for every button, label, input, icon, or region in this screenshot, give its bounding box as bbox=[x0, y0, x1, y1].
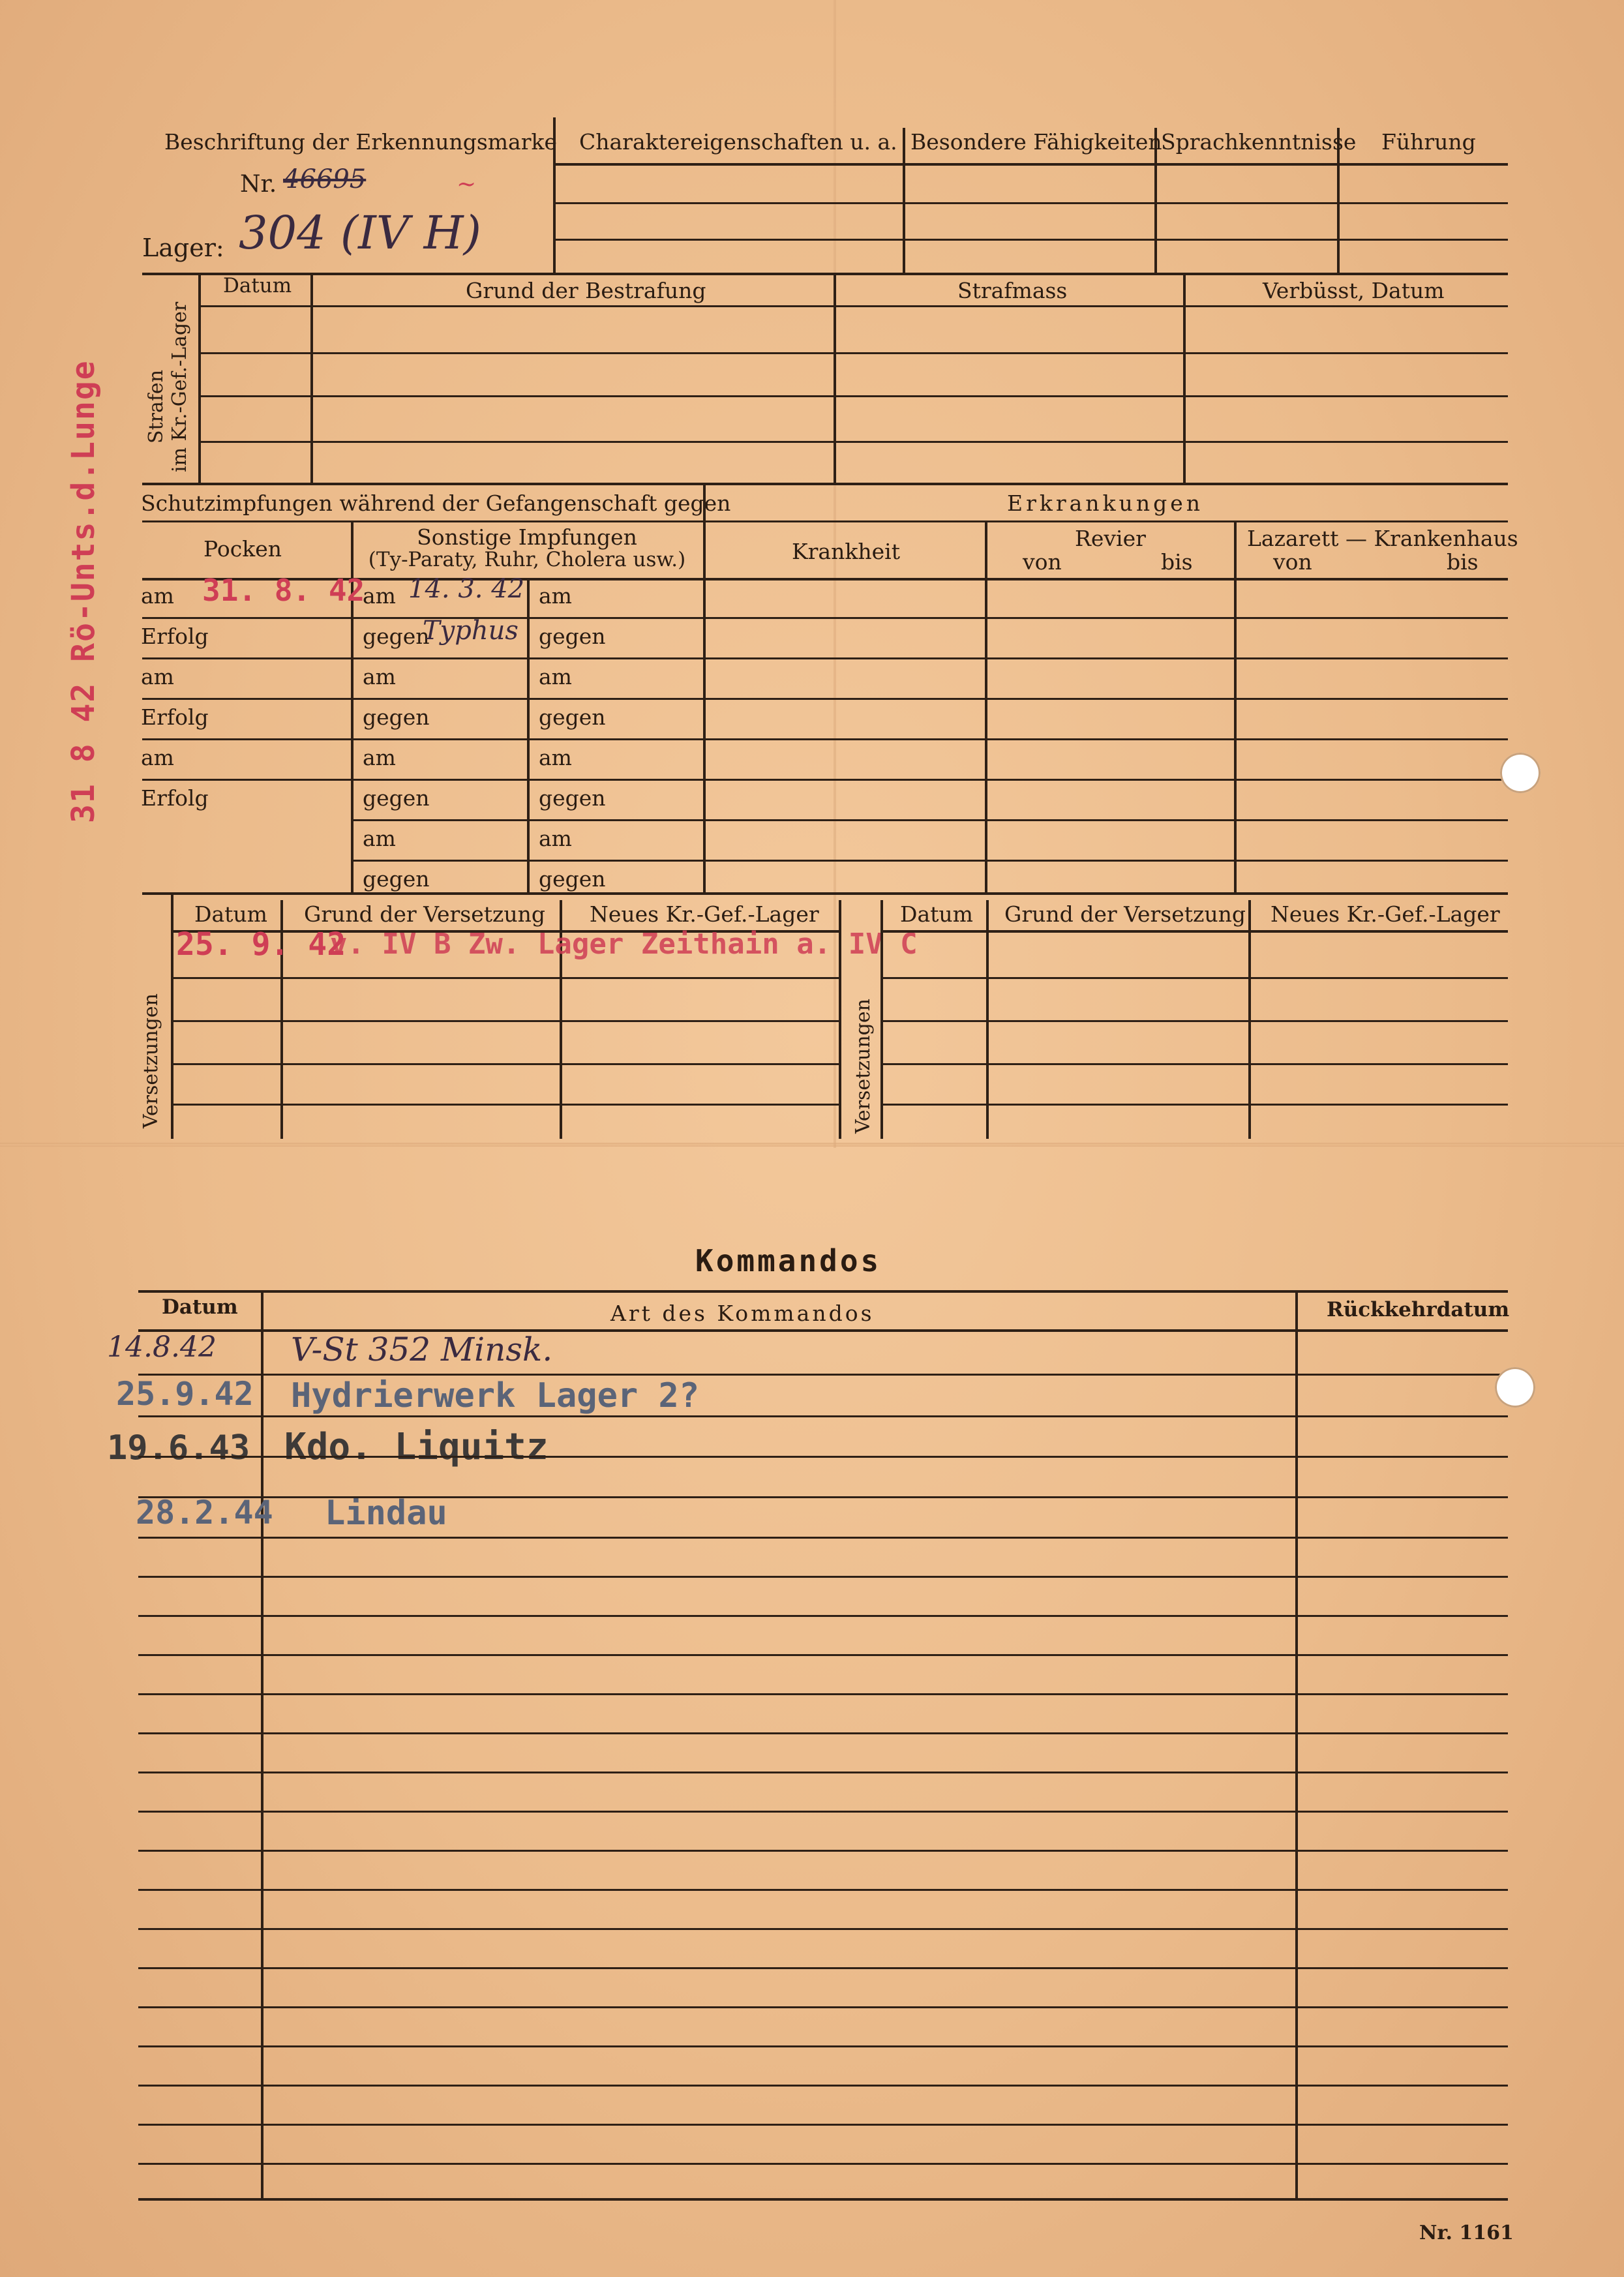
rule bbox=[138, 1615, 1508, 1617]
rule bbox=[706, 617, 1508, 619]
rule bbox=[138, 1928, 1508, 1930]
sonstige-gegen-2: gegen bbox=[363, 704, 430, 730]
rule bbox=[173, 1020, 839, 1022]
versetzungen-label-right: Versetzungen bbox=[852, 999, 875, 1134]
divider bbox=[1183, 273, 1186, 483]
rule bbox=[556, 202, 1508, 204]
kommandos-col-rueckkehr: Rückkehrdatum bbox=[1327, 1298, 1510, 1321]
strafen-col-strafmass: Strafmass bbox=[957, 278, 1068, 303]
rule bbox=[706, 779, 1508, 781]
rule bbox=[142, 483, 1508, 485]
col-faehigkeiten: Besondere Fähigkeiten bbox=[910, 129, 1162, 155]
col-charakter: Charaktereigenschaften u. a. bbox=[579, 129, 897, 155]
rule bbox=[142, 779, 703, 781]
vertical-fold bbox=[834, 0, 836, 1148]
kommando-text-1: V-St 352 Minsk. bbox=[291, 1331, 553, 1368]
side-stamp: 31 8 42 Rö-Unts.d.Lunge bbox=[65, 359, 102, 823]
kommando-text-3: Kdo. Liquitz bbox=[284, 1426, 549, 1468]
rule bbox=[556, 239, 1508, 241]
rule bbox=[706, 698, 1508, 700]
punch-hole bbox=[1500, 753, 1541, 793]
divider bbox=[261, 1290, 263, 2199]
lager-label: Lager: bbox=[142, 234, 224, 262]
sonstige2-am-1: am bbox=[539, 583, 572, 609]
rule bbox=[706, 657, 1508, 659]
sonstige2-gegen-2: gegen bbox=[539, 704, 606, 730]
divider bbox=[703, 485, 706, 894]
versetzung2-col-datum: Datum bbox=[900, 901, 973, 927]
rule bbox=[352, 819, 703, 821]
rule bbox=[142, 892, 1508, 895]
strafen-label-1: Strafen bbox=[145, 369, 168, 444]
sonstige-header-2: (Ty-Paraty, Ruhr, Cholera usw.) bbox=[368, 548, 686, 571]
strafen-col-grund: Grund der Bestrafung bbox=[466, 278, 706, 303]
lager-value: 304 (IV H) bbox=[239, 206, 481, 260]
kommandos-col-datum: Datum bbox=[162, 1295, 238, 1319]
kommando-date-2: 25.9.42 bbox=[116, 1375, 254, 1413]
red-mark: ~ bbox=[457, 171, 477, 198]
sonstige-header-1: Sonstige Impfungen bbox=[417, 524, 637, 550]
krankheit-header: Krankheit bbox=[792, 539, 900, 564]
rule bbox=[201, 395, 1508, 397]
rule bbox=[138, 1732, 1508, 1734]
rule bbox=[138, 1415, 1508, 1417]
sonstige2-gegen-3: gegen bbox=[539, 785, 606, 811]
sonstige2-gegen-4: gegen bbox=[539, 866, 606, 892]
rule bbox=[138, 1811, 1508, 1813]
divider bbox=[834, 273, 836, 483]
rule bbox=[138, 2198, 1508, 2201]
pocken-am-3: am bbox=[141, 745, 174, 770]
rule bbox=[142, 520, 1508, 522]
rule bbox=[142, 657, 703, 659]
pocken-erfolg-3: Erfolg bbox=[141, 785, 209, 811]
rule bbox=[138, 2085, 1508, 2087]
horizontal-fold bbox=[0, 1143, 1624, 1147]
kommando-date-3: 19.6.43 bbox=[107, 1428, 250, 1468]
rule bbox=[173, 1104, 839, 1106]
rule bbox=[142, 738, 703, 740]
sonstige2-am-2: am bbox=[539, 664, 572, 689]
pocken-am-2: am bbox=[141, 664, 174, 689]
rule bbox=[706, 738, 1508, 740]
strafen-col-datum: Datum bbox=[223, 274, 292, 297]
kommando-date-4: 28.2.44 bbox=[136, 1494, 273, 1531]
sonstige-gegen-3: gegen bbox=[363, 785, 430, 811]
strafen-label-2: im Kr.-Gef.-Lager bbox=[168, 301, 191, 472]
versetzung-col-datum: Datum bbox=[194, 901, 267, 927]
sonstige-date: 14. 3. 42 bbox=[408, 574, 525, 604]
kommandos-col-art: Art des Kommandos bbox=[610, 1301, 875, 1326]
rule bbox=[173, 977, 839, 979]
rule bbox=[142, 698, 703, 700]
rule bbox=[883, 1063, 1508, 1065]
pocken-am-1: am bbox=[141, 583, 174, 609]
kommandos-title: Kommandos bbox=[695, 1243, 882, 1278]
divider bbox=[198, 273, 201, 483]
punch-hole bbox=[1495, 1367, 1535, 1408]
rule bbox=[883, 930, 1508, 933]
sonstige2-gegen-1: gegen bbox=[539, 624, 606, 649]
divider bbox=[553, 117, 556, 274]
divider bbox=[527, 578, 530, 894]
rule bbox=[556, 163, 1508, 166]
rule bbox=[201, 305, 1508, 307]
sonstige-gegen-value: Typhus bbox=[423, 616, 519, 646]
rule bbox=[138, 1850, 1508, 1852]
nr-label: Nr. bbox=[240, 171, 277, 198]
rule bbox=[138, 1967, 1508, 1969]
pocken-erfolg-2: Erfolg bbox=[141, 704, 209, 730]
col-fuehrung: Führung bbox=[1381, 129, 1476, 155]
rule bbox=[138, 1576, 1508, 1578]
rule bbox=[138, 1889, 1508, 1891]
pocken-erfolg-1: Erfolg bbox=[141, 624, 209, 649]
versetzung-entry-date: 25. 9. 42 bbox=[176, 926, 346, 963]
rule bbox=[138, 1374, 1508, 1376]
versetzung-col-neues: Neues Kr.-Gef.-Lager bbox=[590, 901, 819, 927]
rule bbox=[138, 2124, 1508, 2126]
pocken-header: Pocken bbox=[203, 536, 282, 562]
versetzung2-col-neues: Neues Kr.-Gef.-Lager bbox=[1271, 901, 1500, 927]
sonstige-gegen-1: gegen bbox=[363, 624, 430, 649]
lazarett-header: Lazarett — Krankenhaus bbox=[1247, 526, 1518, 551]
rule bbox=[138, 2163, 1508, 2165]
schutzimpfungen-heading: Schutzimpfungen während der Gefangenschaft gegen bbox=[141, 490, 731, 516]
pocken-date: 31. 8. 42 bbox=[202, 573, 365, 608]
rule bbox=[883, 1104, 1508, 1106]
sonstige2-am-4: am bbox=[539, 826, 572, 851]
erkrankungen-heading: Erkrankungen bbox=[1007, 490, 1203, 516]
kommando-text-4: Lindau bbox=[325, 1494, 447, 1533]
sonstige-am-2: am bbox=[363, 664, 396, 689]
kommando-date-1: 14.8.42 bbox=[107, 1331, 217, 1364]
rule bbox=[883, 1020, 1508, 1022]
revier-von: von bbox=[1023, 549, 1062, 575]
rule bbox=[138, 1537, 1508, 1539]
versetzung2-col-grund: Grund der Versetzung bbox=[1004, 901, 1246, 927]
versetzungen-label-left: Versetzungen bbox=[140, 993, 162, 1128]
strafen-col-verbuesst: Verbüsst, Datum bbox=[1263, 278, 1445, 303]
rule bbox=[138, 1693, 1508, 1695]
form-number: Nr. 1161 bbox=[1419, 2222, 1514, 2244]
sonstige-am-4: am bbox=[363, 826, 396, 851]
rule bbox=[138, 1456, 1508, 1458]
versetzung-entry-text: v. IV B Zw. Lager Zeithain a. IV C bbox=[330, 927, 918, 961]
rule bbox=[138, 2006, 1508, 2008]
rule bbox=[142, 273, 1508, 275]
rule bbox=[173, 1063, 839, 1065]
rule bbox=[138, 1496, 1508, 1498]
rule bbox=[138, 1772, 1508, 1773]
revier-bis: bis bbox=[1161, 549, 1193, 575]
sonstige-gegen-4: gegen bbox=[363, 866, 430, 892]
rule bbox=[201, 352, 1508, 354]
rule bbox=[706, 860, 1508, 862]
versetzung-col-grund: Grund der Versetzung bbox=[304, 901, 546, 927]
revier-header: Revier bbox=[1075, 526, 1146, 551]
sonstige2-am-3: am bbox=[539, 745, 572, 770]
rule bbox=[706, 819, 1508, 821]
kommando-text-2: Hydrierwerk Lager 2? bbox=[291, 1376, 700, 1415]
rule bbox=[352, 860, 703, 862]
divider bbox=[1295, 1290, 1298, 2199]
nr-value: 46695 bbox=[283, 164, 367, 194]
sonstige-am-3: am bbox=[363, 745, 396, 770]
divider bbox=[310, 273, 313, 483]
rule bbox=[138, 2045, 1508, 2047]
col-sprachkenntnisse: Sprachkenntnisse bbox=[1161, 129, 1357, 155]
rule bbox=[138, 1290, 1508, 1293]
rule bbox=[883, 977, 1508, 979]
lazarett-von: von bbox=[1273, 549, 1312, 575]
sonstige-am-1: am bbox=[363, 583, 396, 609]
rule bbox=[138, 1654, 1508, 1656]
lazarett-bis: bis bbox=[1447, 549, 1479, 575]
rule bbox=[201, 441, 1508, 443]
erkennungsmarke-heading: Beschriftung der Erkennungsmarke bbox=[164, 129, 558, 155]
divider bbox=[903, 128, 905, 274]
